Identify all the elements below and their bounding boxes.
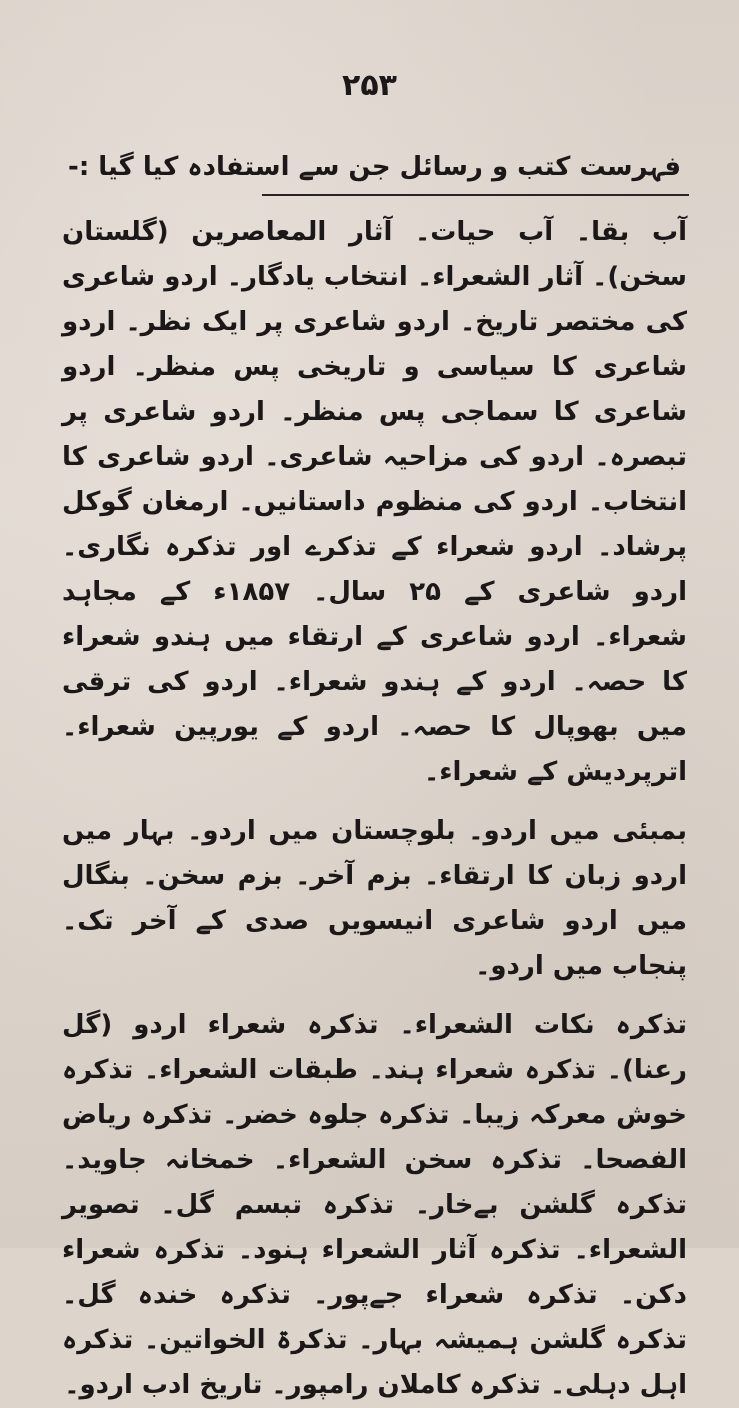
bibliography-paragraph-tazkiras: تذکرہ نکات الشعراء۔ تذکرہ شعراء اردو (گل رعنا)۔ تذکرہ شعراء ہند۔ طبقات الشعراء۔ تذکرہ خوش معرکہ زیبا۔ تذکرہ جلوہ خضر۔ تذکرہ ریاض الفصحا۔ تذکرہ سخن الشعراء۔ خمخانہ جاوید۔ تذکرہ گلشن بےخار۔ تذکرہ تبسم گل۔ تصویر الشعراء۔ تذکرہ آثار الشعراء ہنود۔ تذکرہ شعراء دکن۔ تذکرہ شعراء جےپور۔ تذکرہ خندہ گل۔ تذکرہ گلشن ہمیشہ بہار۔ تذکرۃ الخواتین۔ تذکرہ اہل دہلی۔ تذکرہ کاملان رامپور۔ تاریخ ادب اردو۔ [62, 1010, 687, 1400]
bibliography-paragraph-general: آب بقا۔ آب حیات۔ آثار المعاصرین (گلستان سخن)۔ آثار الشعراء۔ انتخاب یادگار۔ اردو شاعری کی مختصر تاریخ۔ اردو شاعری پر ایک نظر۔ اردو شاعری کا سیاسی و تاریخی پس منظر۔ اردو شاعری کا سماجی پس منظر۔ اردو شاعری پر تبصرہ۔ اردو کی مزاحیہ شاعری۔ اردو شاعری کا انتخاب۔ اردو کی منظوم داستانیں۔ ارمغان گوکل پرشاد۔ اردو شعراء کے تذکرے اور تذکرہ نگاری۔ اردو شاعری کے ۲۵ سال۔ ۱۸۵۷ء کے مجاہد شعراء۔ اردو شاعری کے ارتقاء میں ہندو شعراء کا حصہ۔ اردو کے ہندو شعراء۔ اردو کی ترقی میں بھوپال کا حصہ۔ اردو کے یورپین شعراء۔ اترپردیش کے شعراء۔ [62, 217, 688, 787]
heading-underline [262, 194, 689, 196]
bibliography-heading: فہرست کتب و رسائل جن سے استفادہ کیا گیا :- [68, 152, 681, 182]
page-number: ۲۵۳ [342, 68, 397, 103]
bibliography-list [62, 210, 687, 1408]
bibliography-paragraph-regional: بمبئی میں اردو۔ بلوچستان میں اردو۔ بہار میں اردو زبان کا ارتقاء۔ بزم آخر۔ بزم سخن۔ بنگال میں اردو شاعری انیسویں صدی کے آخر تک۔ پنجاب میں اردو۔ [62, 816, 687, 981]
